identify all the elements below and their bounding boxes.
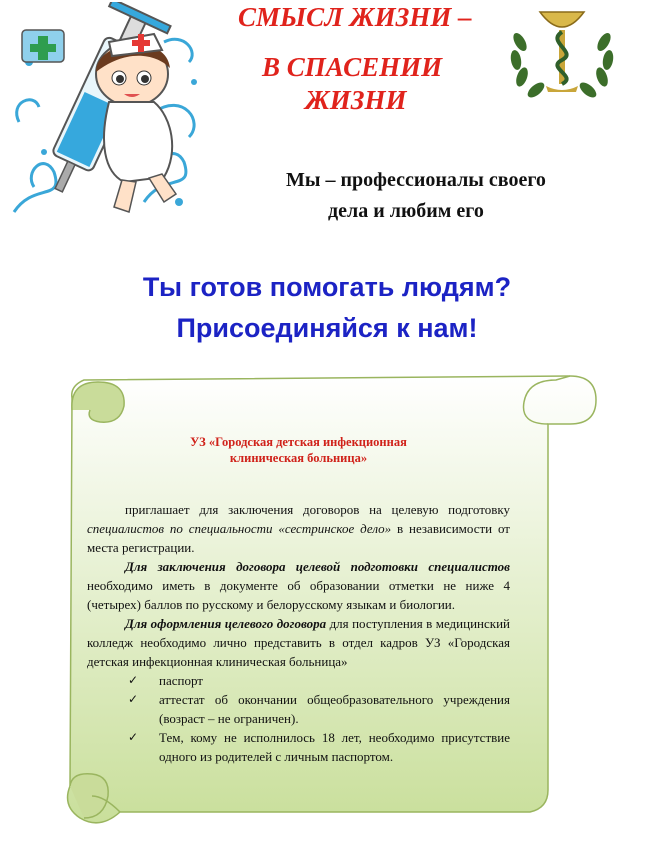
- list-item: ✓ аттестат об окончании общеобразовательного учреждения (возраст – не ограничен).: [128, 692, 510, 726]
- checkmark-icon: ✓: [128, 730, 139, 744]
- scroll-content: [87, 434, 510, 766]
- list-item: ✓ Тем, кому не исполнилось 18 лет, необходимо присутствие одного из родителей с личным паспортом.: [128, 730, 510, 764]
- organization-name: УЗ «Городская детская инфекционная клиническая больница»: [190, 435, 407, 465]
- call-to-action-join: Присоединяйся к нам!: [176, 313, 478, 343]
- headline-line-2: В СПАСЕНИИ: [262, 52, 443, 82]
- headline-line-3: ЖИЗНИ: [305, 85, 407, 115]
- list-item: ✓ паспорт: [128, 673, 203, 688]
- tagline-line-1: Мы – профессионалы своего: [286, 169, 546, 191]
- call-to-action-question: Ты готов помогать людям?: [142, 272, 512, 302]
- checkmark-icon: ✓: [128, 673, 139, 687]
- tagline-line-2: дела и любим его: [328, 200, 484, 222]
- checkmark-icon: ✓: [128, 692, 139, 706]
- paragraph-invitation: приглашает для заключения договоров на целевую подготовку специалистов по специальности «сестринское дело» в независимости от места регистрации.: [87, 502, 510, 555]
- paragraph-documents: Для оформления целевого договора для поступления в медицинский колледж необходимо лично представить в отдел кадров УЗ «Городская детская инфекционная клиническая больница»: [87, 616, 511, 669]
- headline-line-1: СМЫСЛ ЖИЗНИ –: [238, 2, 472, 32]
- paragraph-requirements: Для заключения договора целевой подготовки специалистов необходимо иметь в документе об образовании отметки не ниже 4 (четырех) баллов по русскому и белорусскому языкам и биологии.: [87, 559, 510, 612]
